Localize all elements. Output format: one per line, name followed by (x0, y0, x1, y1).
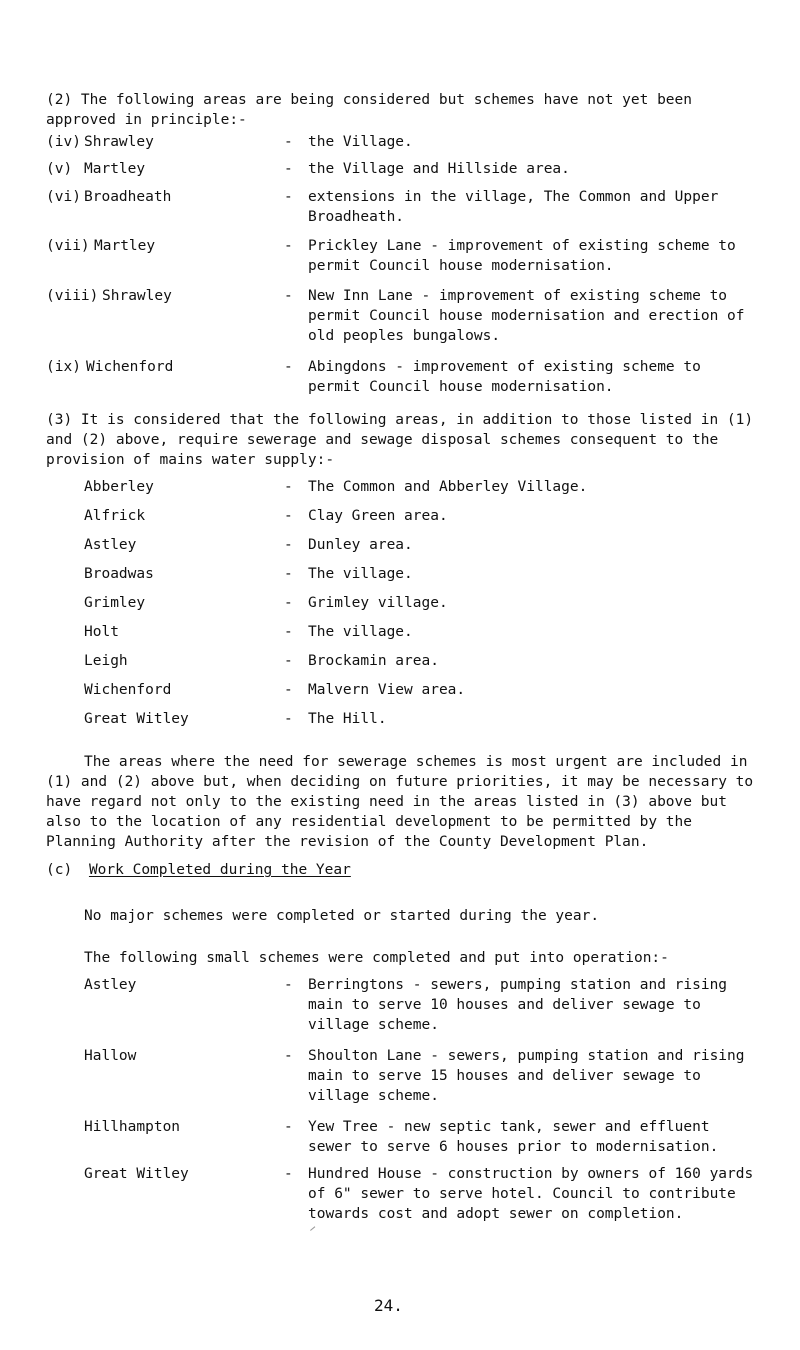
item-place: Martley (94, 238, 156, 254)
item-description: Hundred House - construction by owners of 160 yards of 6" sewer to serve hotel. Council to contribute towards cost and adopt sewer on completion. (308, 1166, 754, 1222)
section-label: (c) (46, 862, 73, 878)
item-description: Prickley Lane - improvement of existing scheme to permit Council house modernisation. (308, 238, 736, 274)
section-3-note: The areas where the need for sewerage schemes is most urgent are included in (1) and (2) above but, when deciding on future priorities, it may be necessary to have regard not only to the existing need in the areas listed in (3) above but also to the location of any residential development to be permitted by the Planning Authority after the revision of the County Development Plan. (46, 754, 754, 850)
item-dash: - (284, 537, 293, 553)
item-number: (v) (46, 161, 73, 177)
item-description: The village. (308, 624, 413, 640)
section-c-para-1: No major schemes were completed or started during the year. (84, 908, 600, 924)
item-dash: - (284, 977, 293, 993)
section-c-heading (46, 860, 351, 880)
item-description: Yew Tree - new septic tank, sewer and effluent sewer to serve 6 houses prior to modernisation. (308, 1119, 719, 1155)
item-dash: - (284, 288, 293, 304)
item-number: (vii) (46, 238, 90, 254)
item-dash: - (284, 566, 293, 582)
item-dash: - (284, 682, 293, 698)
item-place: Leigh (84, 653, 128, 669)
item-number: (vi) (46, 189, 81, 205)
section-3-intro: (3) It is considered that the following areas, in addition to those listed in (1) and (2) above, require sewerage and sewage disposal schemes consequent to the provision of mains water supply:- (46, 412, 754, 468)
item-description: Brockamin area. (308, 653, 439, 669)
item-place: Wichenford (84, 682, 172, 698)
item-place: Broadheath (84, 189, 172, 205)
item-place: Great Witley (84, 711, 189, 727)
item-description: extensions in the village, The Common and Upper Broadheath. (308, 189, 719, 225)
stray-mark (310, 1226, 316, 1231)
item-dash: - (284, 595, 293, 611)
item-place: Hallow (84, 1048, 137, 1064)
item-place: Alfrick (84, 508, 146, 524)
item-description: the Village. (308, 134, 413, 150)
item-description: The Hill. (308, 711, 387, 727)
item-place: Wichenford (86, 359, 174, 375)
item-number: (viii) (46, 288, 99, 304)
item-description: the Village and Hillside area. (308, 161, 570, 177)
item-dash: - (284, 653, 293, 669)
item-description: Berringtons - sewers, pumping station and rising main to serve 10 houses and deliver sewage to village scheme. (308, 977, 728, 1033)
item-dash: - (284, 508, 293, 524)
item-dash: - (284, 1048, 293, 1064)
item-dash: - (284, 161, 293, 177)
item-place: Astley (84, 537, 137, 553)
item-dash: - (284, 238, 293, 254)
item-description: Abingdons - improvement of existing scheme to permit Council house modernisation. (308, 359, 701, 395)
item-place: Martley (84, 161, 146, 177)
item-description: The Common and Abberley Village. (308, 479, 588, 495)
page-number: 24. (374, 1296, 403, 1315)
item-dash: - (284, 134, 293, 150)
section-c-para-2: The following small schemes were completed and put into operation:- (84, 950, 669, 966)
item-dash: - (284, 359, 293, 375)
item-dash: - (284, 189, 293, 205)
item-place: Abberley (84, 479, 154, 495)
item-place: Astley (84, 977, 137, 993)
item-dash: - (284, 1119, 293, 1135)
item-description: Malvern View area. (308, 682, 466, 698)
item-place: Broadwas (84, 566, 154, 582)
item-dash: - (284, 1166, 293, 1182)
item-number: (iv) (46, 134, 81, 150)
item-dash: - (284, 711, 293, 727)
item-place: Great Witley (84, 1166, 189, 1182)
item-description: The village. (308, 566, 413, 582)
section-title: Work Completed during the Year (88, 862, 351, 878)
item-description: Clay Green area. (308, 508, 448, 524)
item-place: Grimley (84, 595, 146, 611)
item-dash: - (284, 624, 293, 640)
section-2-intro: (2) The following areas are being considered but schemes have not yet been approved in principle:- (46, 92, 693, 128)
item-description: New Inn Lane - improvement of existing scheme to permit Council house modernisation and erection of old peoples bungalows. (308, 288, 745, 344)
item-place: Hillhampton (84, 1119, 181, 1135)
item-description: Shoulton Lane - sewers, pumping station and rising main to serve 15 houses and deliver sewage to village scheme. (308, 1048, 745, 1104)
item-number: (ix) (46, 359, 81, 375)
item-dash: - (284, 479, 293, 495)
item-place: Holt (84, 624, 119, 640)
item-place: Shrawley (84, 134, 154, 150)
item-description: Dunley area. (308, 537, 413, 553)
item-description: Grimley village. (308, 595, 448, 611)
item-place: Shrawley (102, 288, 172, 304)
